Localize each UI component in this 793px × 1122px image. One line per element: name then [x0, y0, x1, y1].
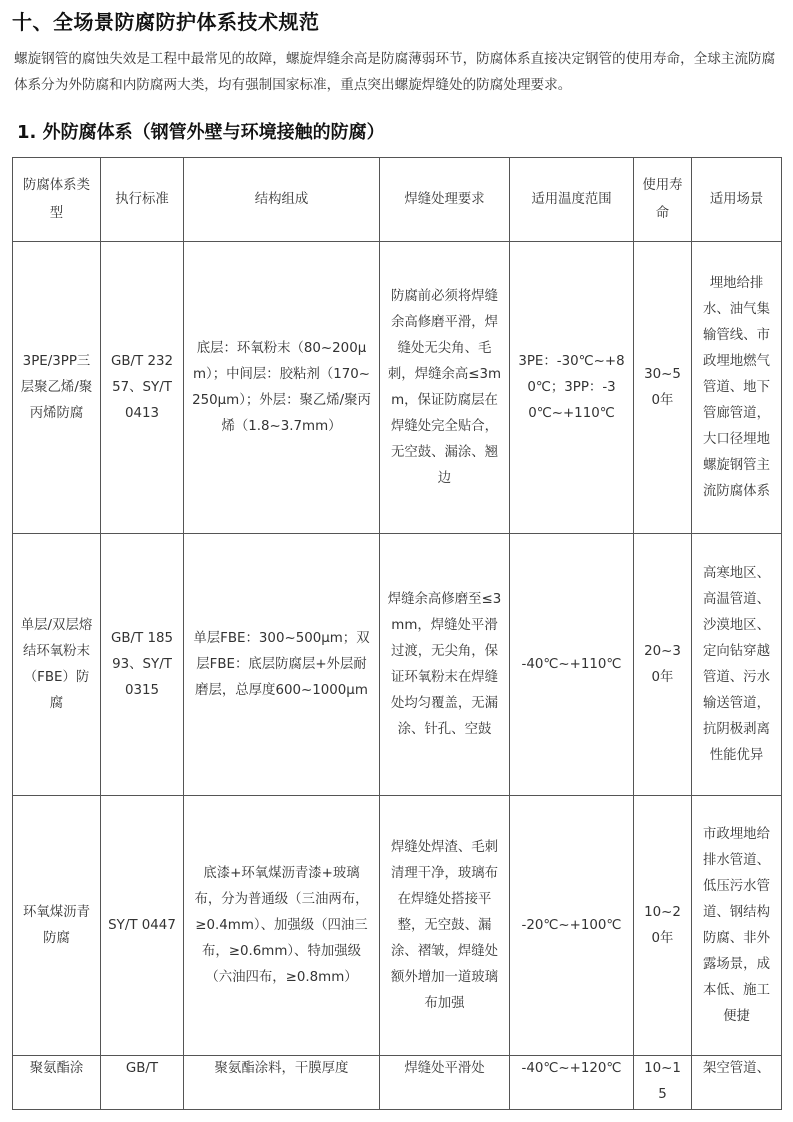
- temp-cell: 3PE：-30℃~+80℃；3PP：-30℃~+110℃: [510, 242, 634, 534]
- weld-cell: 焊缝处焊渣、毛刺清理干净，玻璃布在焊缝处搭接平整，无空鼓、漏涂、褶皱，焊缝处额外增加一道玻璃布加强: [380, 796, 510, 1056]
- scene-cell: 架空管道、: [692, 1056, 782, 1110]
- standard-cell: GB/T 23257、SY/T 0413: [101, 242, 184, 534]
- scene-cell: 市政埋地给排水管道、低压污水管道、钢结构防腐、非外露场景，成本低、施工便捷: [692, 796, 782, 1056]
- subsection-title: 1. 外防腐体系（钢管外壁与环境接触的防腐）: [17, 122, 385, 143]
- header-cell: 适用温度范围: [510, 158, 634, 242]
- header-cell: 适用场景: [692, 158, 782, 242]
- standard-cell: GB/T 18593、SY/T 0315: [101, 534, 184, 796]
- weld-cell: 焊缝余高修磨至≤3mm，焊缝处平滑过渡，无尖角，保证环氧粉末在焊缝处均匀覆盖，无漏涂、针孔、空鼓: [380, 534, 510, 796]
- table-row: [13, 534, 782, 796]
- intro-paragraph: 螺旋钢管的腐蚀失效是工程中最常见的故障，螺旋焊缝余高是防腐薄弱环节，防腐体系直接决定钢管的使用寿命，全球主流防腐体系分为外防腐和内防腐两大类，均有强制国家标准，重点突出螺旋焊缝处的防腐处理要求。: [14, 51, 776, 93]
- header-cell: 执行标准: [101, 158, 184, 242]
- structure-cell: 底漆+环氧煤沥青漆+玻璃布，分为普通级（三油两布，≥0.4mm）、加强级（四油三布，≥0.6mm）、特加强级（六油四布，≥0.8mm）: [184, 796, 380, 1056]
- scene-cell: 高寒地区、高温管道、沙漠地区、定向钻穿越管道、污水输送管道，抗阴极剥离性能优异: [692, 534, 782, 796]
- header-cell: 焊缝处理要求: [380, 158, 510, 242]
- standard-cell: GB/T: [101, 1056, 184, 1110]
- table-row: [13, 1056, 782, 1110]
- life-cell: 30~50年: [634, 242, 692, 534]
- temp-cell: -40℃~+120℃: [510, 1056, 634, 1110]
- life-cell: 10~20年: [634, 796, 692, 1056]
- section-title: 十、全场景防腐防护体系技术规范: [12, 10, 320, 34]
- type-cell: 3PE/3PP三层聚乙烯/聚丙烯防腐: [13, 242, 101, 534]
- anticorrosion-table: [12, 157, 782, 1110]
- standard-cell: SY/T 0447: [101, 796, 184, 1056]
- life-cell: 20~30年: [634, 534, 692, 796]
- temp-cell: -20℃~+100℃: [510, 796, 634, 1056]
- header-cell: 防腐体系类型: [13, 158, 101, 242]
- table-row: [13, 242, 782, 534]
- header-cell: 结构组成: [184, 158, 380, 242]
- header-cell: 使用寿命: [634, 158, 692, 242]
- structure-cell: 聚氨酯涂料，干膜厚度: [184, 1056, 380, 1110]
- table-row: [13, 796, 782, 1056]
- weld-cell: 焊缝处平滑处: [380, 1056, 510, 1110]
- weld-cell: 防腐前必须将焊缝余高修磨平滑，焊缝处无尖角、毛刺，焊缝余高≤3mm，保证防腐层在焊缝处完全贴合，无空鼓、漏涂、翘边: [380, 242, 510, 534]
- structure-cell: 单层FBE：300~500μm；双层FBE：底层防腐层+外层耐磨层，总厚度600~1000μm: [184, 534, 380, 796]
- type-cell: 聚氨酯涂: [13, 1056, 101, 1110]
- type-cell: 环氧煤沥青防腐: [13, 796, 101, 1056]
- life-cell: 10~15: [634, 1056, 692, 1110]
- structure-cell: 底层：环氧粉末（80~200μm）；中间层：胶粘剂（170~250μm）；外层：聚乙烯/聚丙烯（1.8~3.7mm）: [184, 242, 380, 534]
- table-header-row: [13, 158, 782, 242]
- temp-cell: -40℃~+110℃: [510, 534, 634, 796]
- type-cell: 单层/双层熔结环氧粉末（FBE）防腐: [13, 534, 101, 796]
- scene-cell: 埋地给排水、油气集输管线、市政埋地燃气管道、地下管廊管道，大口径埋地螺旋钢管主流防腐体系: [692, 242, 782, 534]
